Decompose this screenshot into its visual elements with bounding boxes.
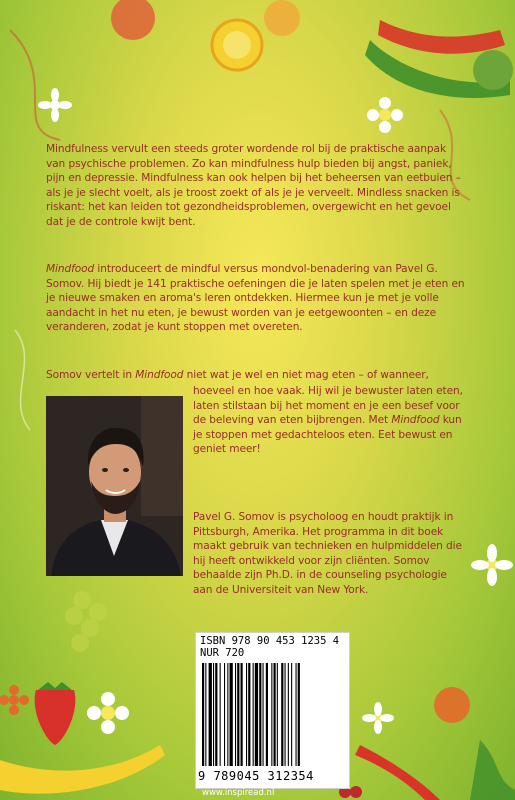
book-title-italic: Mindfood [135,369,184,381]
barcode-icon [200,663,345,766]
somov-continued-end: kun je stoppen met gedachteloos eten. Eet bewust en geniet meer! [193,414,462,455]
strawberry-icon [35,690,76,745]
orange-icon [434,687,470,723]
publisher-website: www.inspiread.nl [202,788,275,798]
book-title-italic: Mindfood [46,263,95,275]
barcode-panel [195,632,350,789]
description-paragraph [46,262,466,335]
description-text [46,262,466,335]
chili-icon [378,20,505,54]
intro-text: Mindfulness vervult een steeds groter wordende rol bij de praktische aanpak van psychische problemen. Zo kan mindfulness hulp bieden bij angst, paniek, pijn en depressie. Mindfulness kan ook helpen bij het beheersen van eetbuien – als je je slecht voelt, als je troost zoekt of als je je verveelt. Mindless snacken is riskant: het kan leiden tot gezondheidsproblemen, overgewicht en het gevoel dat je de controle kwijt bent. [46,143,461,228]
somov-continued-start: hoeveel en hoe vaak. Hij wil je bewuster laten eten, laten stilstaan bij het moment en je een besef voor de beleving van eten bijbrengen. Met [193,385,463,426]
grapes-icon [65,591,107,652]
somov-continued-text [193,384,463,457]
somov-paragraph-line1 [46,368,466,383]
author-bio-paragraph [193,510,468,597]
author-portrait-icon [46,396,183,576]
flower-icon [367,97,403,133]
flower-icon [471,544,513,586]
flower-icon [87,692,129,734]
chili-icon [355,745,440,800]
flower-icon [38,88,72,122]
book-title-italic: Mindfood [391,414,440,426]
somov-paragraph-continued [193,384,463,457]
somov-line1-end: niet wat je wel en niet mag eten – of wanneer, [183,369,429,381]
nur-code: NUR 720 [200,647,245,659]
orange-icon [264,0,300,36]
kiwi-icon [473,50,513,90]
author-bio-text: Pavel G. Somov is psycholoog en houdt praktijk in Pittsburgh, Amerika. Het programma in dit boek maakt gebruik van technieken en hulpmiddelen die hij heeft ontwikkeld voor zijn cliënten. Somov behaalde zijn Ph.D. in de counseling psychologie aan de Universiteit van New York. [193,511,462,596]
description-rest: introduceert de mindful versus mondvol-benadering van Pavel G. Somov. Hij biedt je 141 praktische oefeningen die je laten spelen met je eten en je nieuwe smaken en aroma's leren ontdekken. Hiermee kun je met je volle aandacht in het nu eten, je bewust worden van je eetgewoonten – en deze veranderen, zodat je kunt stoppen met overeten. [46,263,465,333]
banana-icon [0,745,165,794]
flower-icon [362,702,394,734]
somov-line1-start: Somov vertelt in [46,369,136,381]
somov-line1-text [46,368,466,383]
author-photo [46,396,183,576]
apple-icon [111,0,155,40]
intro-paragraph [46,142,466,229]
isbn-number: ISBN 978 90 453 1235 4 [200,635,340,647]
leaf-icon [470,740,515,800]
barcode-digits: 9 789045 312354 [198,769,314,783]
flower-icon [0,685,29,715]
